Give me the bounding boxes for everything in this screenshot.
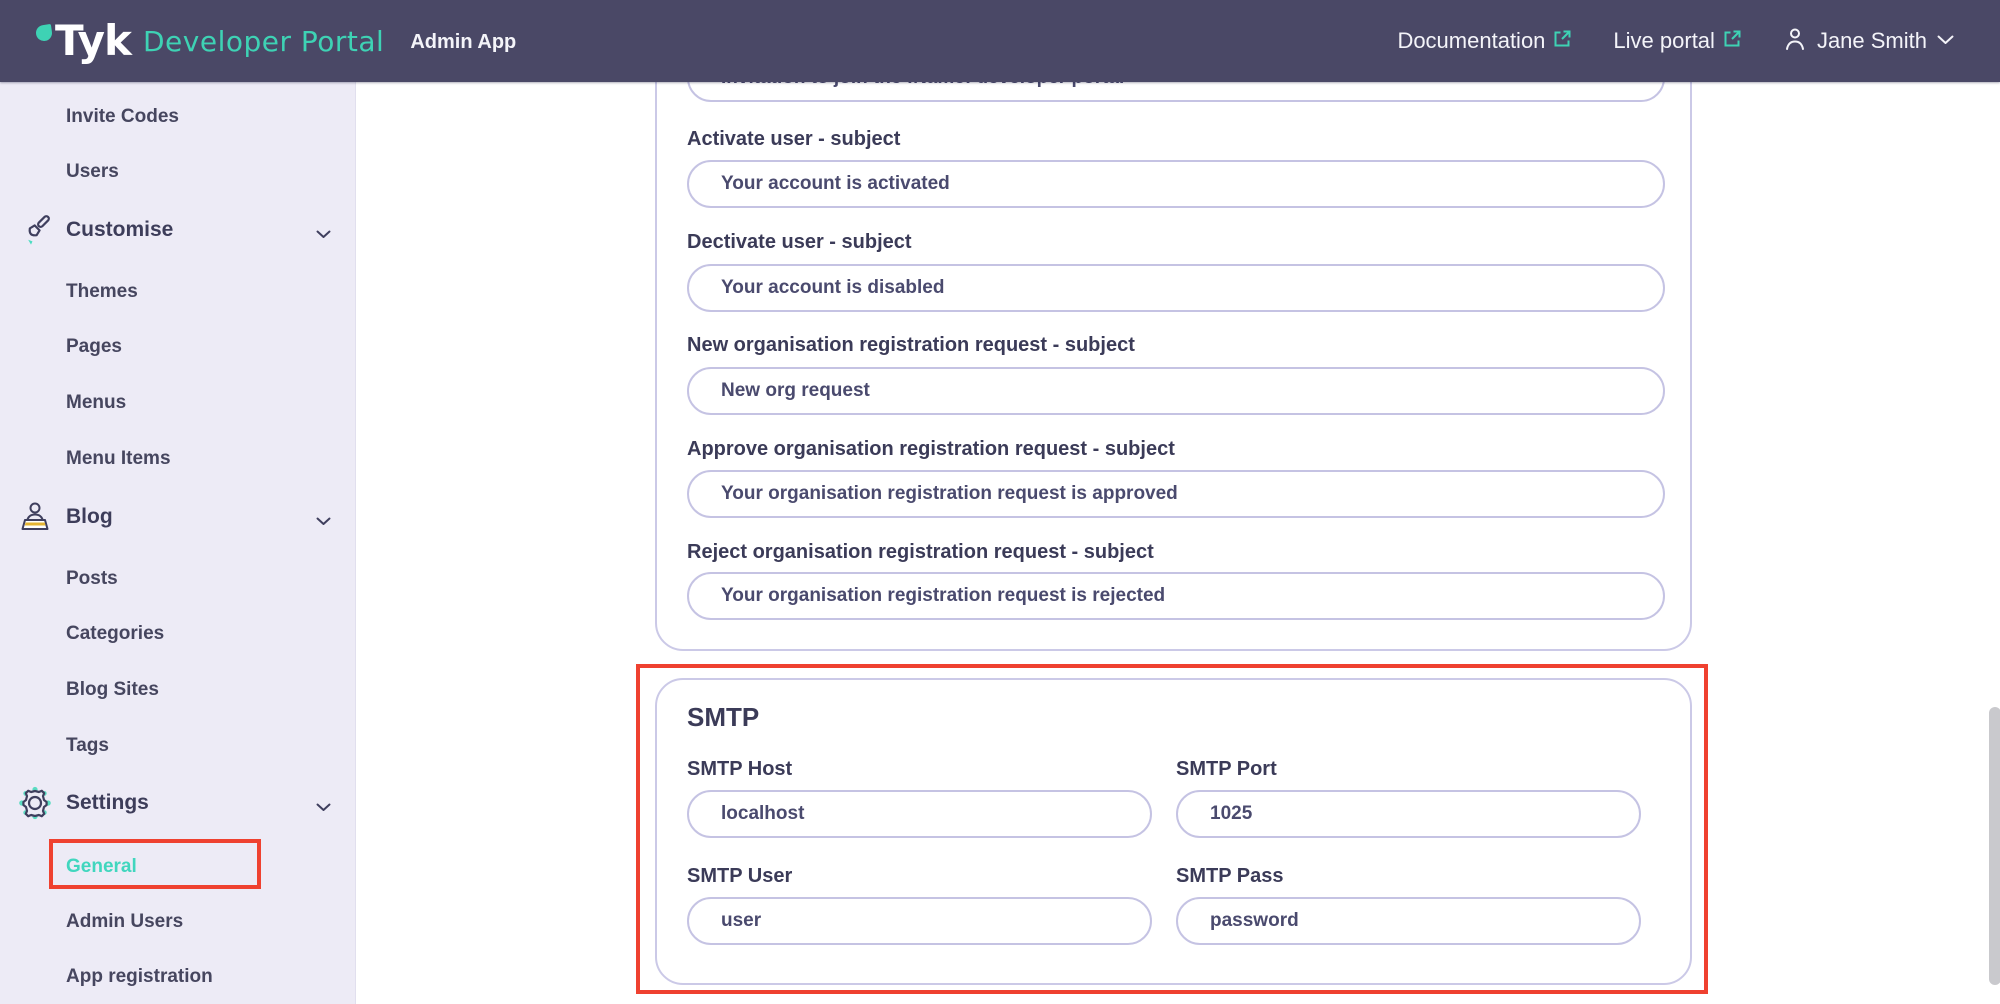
new-org-request-label: New organisation registration request - subject: [687, 334, 1135, 356]
sidebar-item-menus[interactable]: [0, 383, 356, 423]
smtp-port-input[interactable]: [1176, 790, 1641, 838]
deactivate-user-input[interactable]: [687, 264, 1665, 312]
smtp-section-title: SMTP: [687, 702, 760, 732]
top-header: [0, 0, 2000, 82]
logo-subtitle: Developer Portal: [142, 24, 385, 58]
activate-user-label: Activate user - subject: [687, 128, 901, 150]
sidebar-item-themes[interactable]: [0, 272, 356, 312]
tyk-logo[interactable]: [36, 16, 385, 65]
smtp-pass-label: SMTP Pass: [1176, 865, 1284, 887]
sidebar: [0, 82, 356, 1004]
smtp-host-input[interactable]: [687, 790, 1152, 838]
smtp-card: [655, 678, 1692, 985]
sidebar-item-blog-sites[interactable]: [0, 670, 356, 710]
sidebar-item-menu-items[interactable]: [0, 439, 356, 479]
sidebar-item-label: Menu Items: [66, 448, 171, 469]
sidebar-item-app-registration[interactable]: [0, 957, 356, 997]
live-portal-label: Live portal: [1613, 28, 1715, 53]
sidebar-item-pages[interactable]: [0, 327, 356, 367]
sidebar-item-posts[interactable]: [0, 559, 356, 599]
reject-org-request-input[interactable]: [687, 572, 1665, 620]
smtp-host-label: SMTP Host: [687, 758, 793, 780]
documentation-link[interactable]: [1397, 28, 1573, 54]
chevron-down-icon: [316, 226, 331, 244]
smtp-pass-input[interactable]: [1176, 897, 1641, 945]
user-icon: [1783, 26, 1807, 57]
smtp-user-input[interactable]: [687, 897, 1152, 945]
chevron-down-icon: [316, 799, 331, 817]
external-link-icon: [1722, 28, 1743, 54]
sidebar-section-settings[interactable]: [0, 783, 356, 823]
logo-text: Tyk: [55, 16, 131, 65]
sidebar-item-label: Menus: [66, 392, 127, 413]
sidebar-section-blog[interactable]: [0, 497, 356, 537]
admin-app-label: Admin App: [410, 30, 517, 53]
new-org-request-input[interactable]: [687, 367, 1665, 415]
sidebar-item-label: Invite Codes: [66, 106, 179, 127]
user-name: Jane Smith: [1816, 28, 1927, 53]
sidebar-section-customise[interactable]: [0, 210, 356, 250]
blogger-icon: [16, 497, 54, 537]
sidebar-item-label: Blog Sites: [66, 679, 159, 700]
sidebar-item-label: Themes: [66, 281, 138, 302]
user-menu[interactable]: [1783, 26, 1954, 57]
deactivate-user-label: Dectivate user - subject: [687, 231, 912, 253]
smtp-port-label: SMTP Port: [1176, 758, 1277, 780]
external-link-icon: [1552, 28, 1573, 54]
smtp-user-label: SMTP User: [687, 865, 793, 887]
sidebar-item-label: Users: [66, 161, 119, 182]
sidebar-item-label: Categories: [66, 623, 165, 644]
sidebar-item-tags[interactable]: [0, 726, 356, 766]
activate-user-input[interactable]: [687, 160, 1665, 208]
sidebar-section-label: Blog: [66, 505, 113, 528]
chevron-down-icon: [1937, 32, 1954, 50]
live-portal-link[interactable]: [1613, 28, 1743, 54]
sidebar-item-label: Tags: [66, 735, 109, 756]
sidebar-section-label: Settings: [66, 791, 149, 814]
approve-org-request-label: Approve organisation registration request - subject: [687, 438, 1175, 460]
sidebar-item-users[interactable]: [0, 152, 356, 192]
gear-icon: [16, 783, 54, 823]
documentation-label: Documentation: [1397, 28, 1546, 53]
sidebar-section-label: Customise: [66, 218, 174, 241]
sidebar-item-categories[interactable]: [0, 614, 356, 654]
paintbrush-icon: [16, 210, 54, 250]
reject-org-request-label: Reject organisation registration request - subject: [687, 541, 1154, 563]
sidebar-item-general[interactable]: [0, 847, 356, 887]
approve-org-request-input[interactable]: [687, 470, 1665, 518]
sidebar-item-label: App registration: [66, 966, 213, 987]
vertical-scrollbar[interactable]: [1989, 707, 2000, 985]
email-subjects-card: [655, 32, 1692, 651]
sidebar-item-label: General: [66, 856, 137, 877]
sidebar-item-label: Admin Users: [66, 911, 184, 932]
tyk-leaf-icon: [35, 24, 53, 42]
chevron-down-icon: [316, 513, 331, 531]
sidebar-item-label: Posts: [66, 568, 118, 589]
sidebar-item-invite-codes[interactable]: [0, 97, 356, 137]
sidebar-item-label: Pages: [66, 336, 122, 357]
sidebar-item-admin-users[interactable]: [0, 902, 356, 942]
